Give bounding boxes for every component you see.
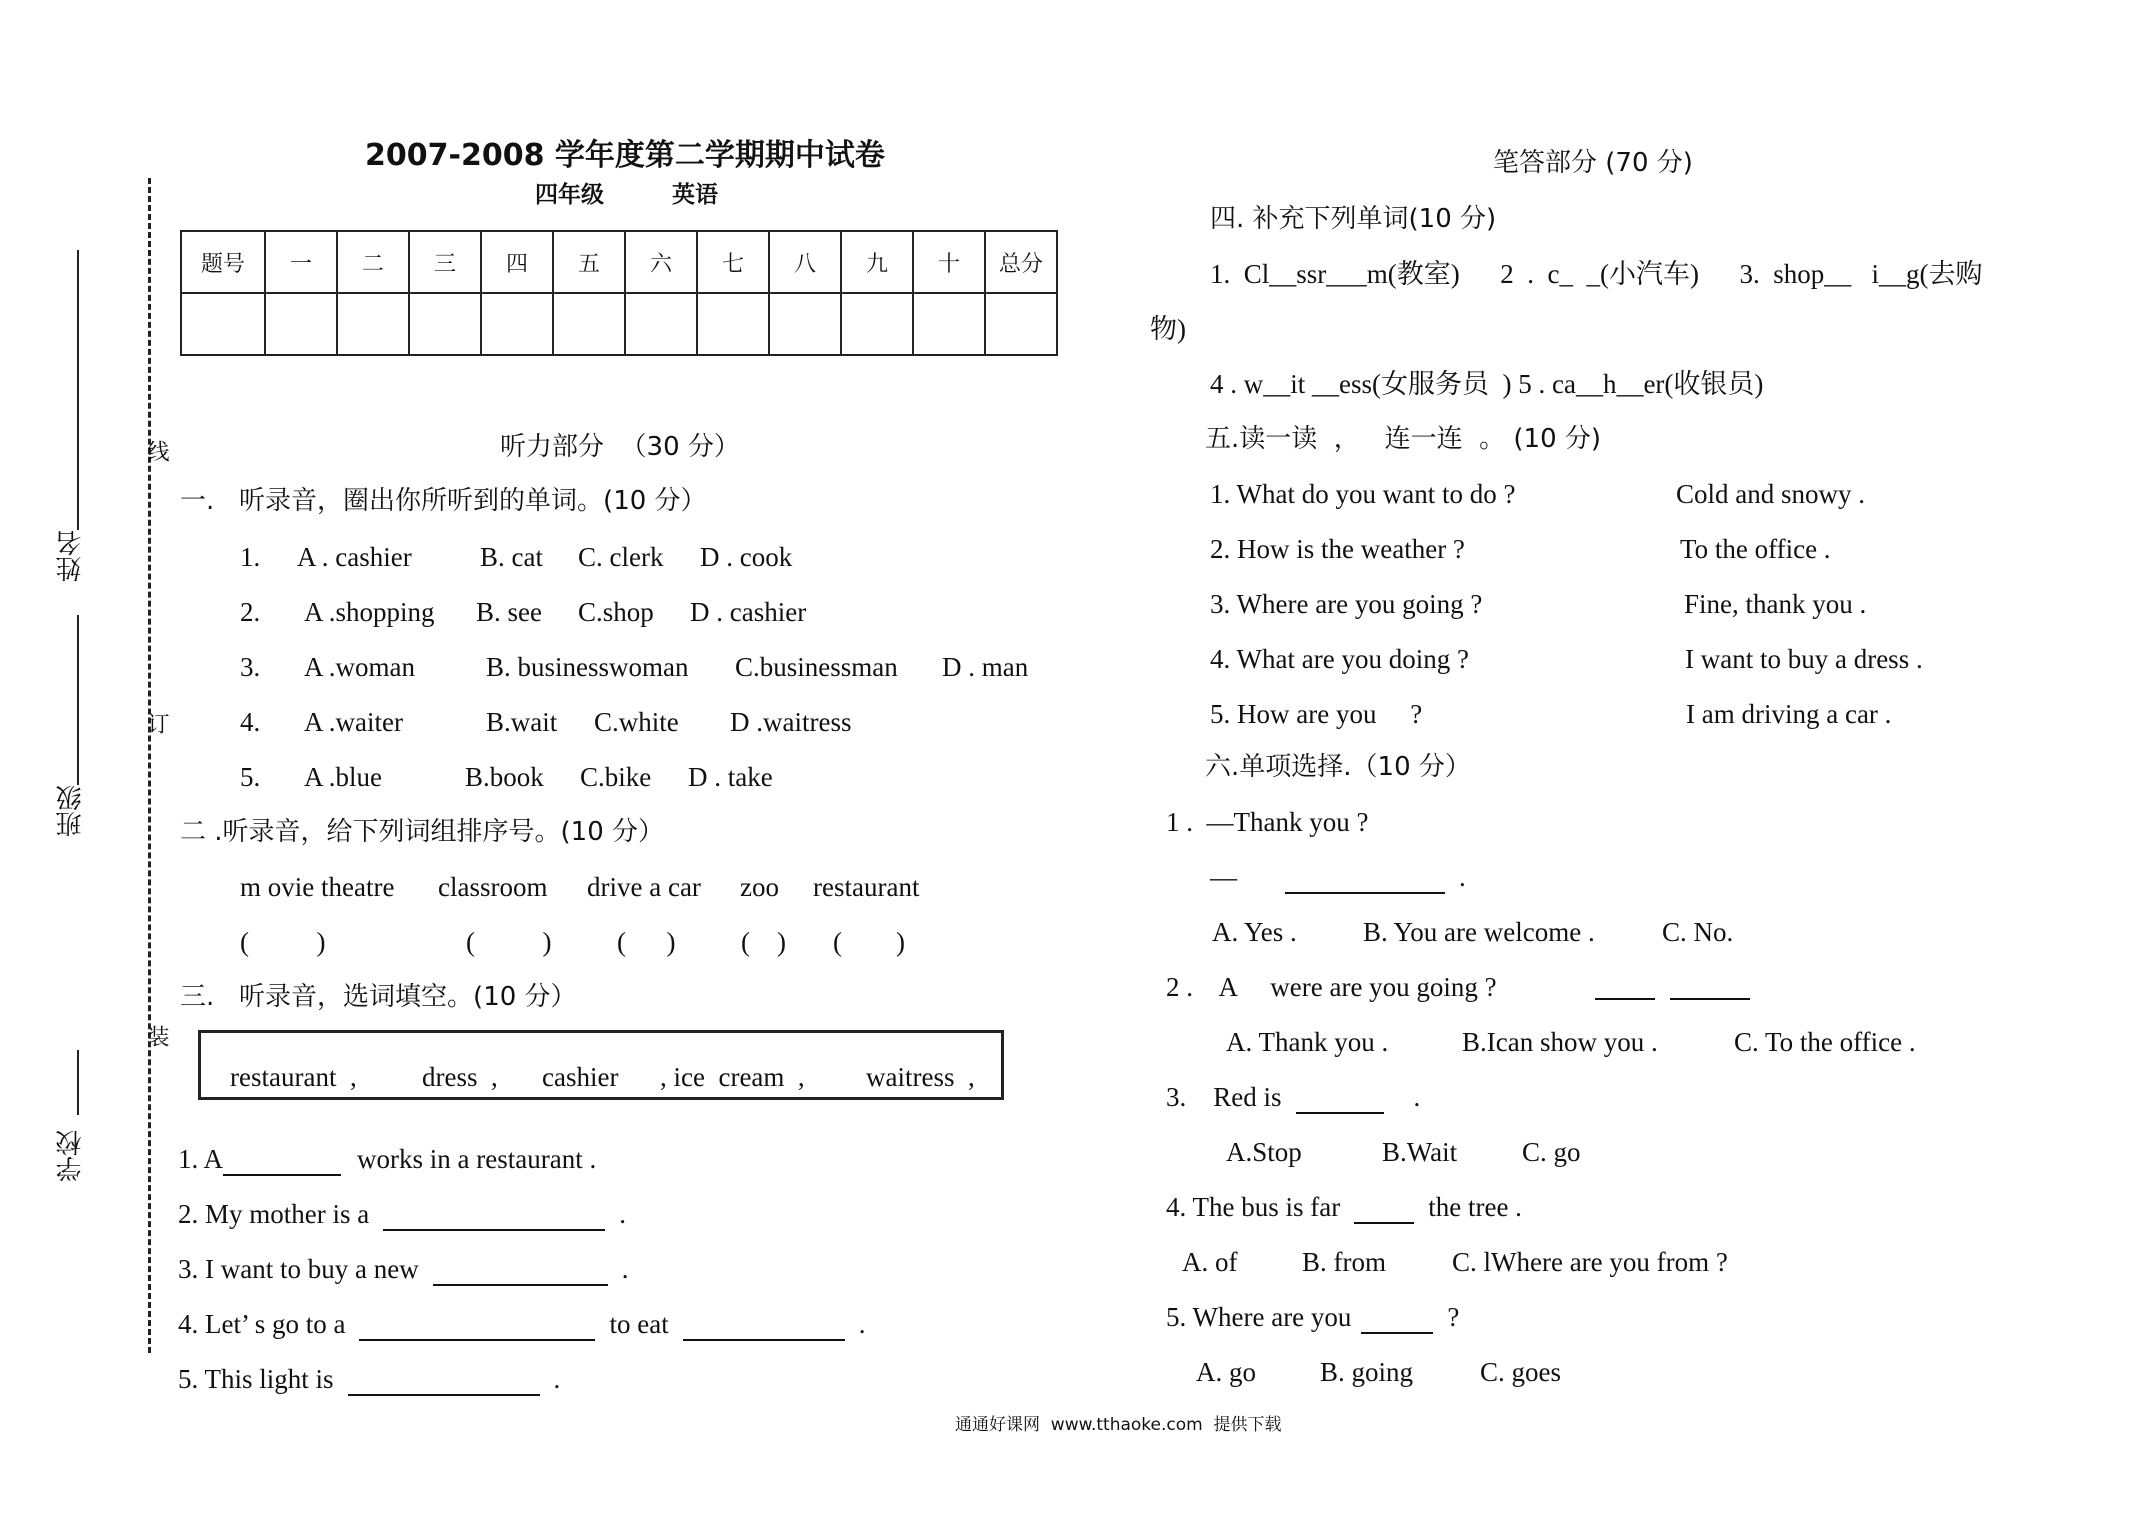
s1-q2-option-d[interactable]: D . cashier [690,597,807,627]
s3-q3-end: . [621,1254,629,1284]
s6-q1-option[interactable]: A. Yes . [1212,917,1297,947]
s3-q4 [178,1307,865,1341]
section5-title: 五.读一读 ， 连一连 。 (10 分) [1205,424,1602,454]
section4-title: 四. 补充下列单词(10 分) [1210,204,1497,234]
s1-q4-option-d[interactable]: D .waitress [730,707,852,737]
s1-q3-option-a[interactable]: A .woman [304,652,415,682]
score-header-cell: 三 [409,231,481,293]
school-label: 学校 [56,1130,86,1182]
s5-answer[interactable]: I am driving a car . [1686,699,1892,729]
s5-question[interactable]: 5. How are you ? [1210,699,1423,729]
score-table-value-row [181,293,1057,355]
s1-q3-option-c[interactable]: C.businessman [735,652,898,682]
s6-q3-text: 3. Red is [1166,1082,1282,1112]
s3-q5-blank[interactable] [348,1368,540,1396]
s2-word: classroom [438,872,548,902]
score-value-cell[interactable] [409,293,481,355]
s6-q1-blank[interactable] [1285,866,1445,894]
s6-q2-option[interactable]: A. Thank you . [1226,1027,1389,1057]
s6-q3 [1166,1080,1420,1114]
s3-q3-start: 3. I want to buy a new [178,1254,419,1284]
s1-q4-option-c[interactable]: C.white [594,707,679,737]
s1-q2-number: 2. [240,597,261,627]
s1-q2-option-b[interactable]: B. see [476,597,542,627]
s1-q2-option-c[interactable]: C.shop [578,597,654,627]
score-value-cell[interactable] [625,293,697,355]
section6-title: 六.单项选择.（10 分） [1205,752,1471,782]
s3-q2-start: 2. My mother is a [178,1199,370,1229]
s1-q2-option-a[interactable]: A .shopping [304,597,435,627]
s1-q3-number: 3. [240,652,261,682]
score-header-cell: 五 [553,231,625,293]
s6-q4-option[interactable]: B. from [1302,1247,1386,1277]
s1-q4-option-b[interactable]: B.wait [486,707,558,737]
s3-q2-blank[interactable] [383,1203,605,1231]
score-header-cell: 总分 [985,231,1057,293]
s5-answer[interactable]: To the office . [1680,534,1831,564]
s5-question[interactable]: 3. Where are you going ? [1210,589,1483,619]
binding-label-ding: 订 [144,712,169,734]
s2-word: drive a car [587,872,701,902]
s5-question[interactable]: 4. What are you doing ? [1210,644,1469,674]
name-field-line [77,250,79,530]
s4-line-1-continued: 物) [1150,314,1186,344]
score-value-cell[interactable] [481,293,553,355]
score-value-cell[interactable] [697,293,769,355]
s3-q4-blank-1[interactable] [359,1313,595,1341]
s6-q1-option[interactable]: B. You are welcome . [1363,917,1595,947]
score-header-cell: 十 [913,231,985,293]
s6-q3-end: . [1413,1082,1421,1112]
listening-title: 听力部分 （30 分） [500,432,740,462]
word-bank-item: waitress , [866,1062,975,1092]
exam-title: 2007-2008 学年度第二学期期中试卷 [365,138,885,173]
s3-q4-end: . [858,1309,866,1339]
s5-answer[interactable]: Cold and snowy . [1676,479,1865,509]
s6-q2-option[interactable]: B.Ican show you . [1462,1027,1658,1057]
s6-q4-end: the tree . [1428,1192,1522,1222]
s6-q2-option[interactable]: C. To the office . [1734,1027,1916,1057]
subject-label: 英语 [672,182,718,208]
score-header-cell: 四 [481,231,553,293]
s2-word: zoo [740,872,779,902]
score-header-cell: 九 [841,231,913,293]
grade-label: 四年级 [535,182,604,208]
s6-q4-option[interactable]: A. of [1182,1247,1238,1277]
s1-q1-number: 1. [240,542,261,572]
score-value-cell[interactable] [265,293,337,355]
score-value-cell[interactable] [769,293,841,355]
s2-word: restaurant [813,872,920,902]
word-bank-item: restaurant , [230,1062,357,1092]
score-header-cell: 六 [625,231,697,293]
name-label: 姓名 [56,530,86,582]
score-value-cell[interactable] [985,293,1057,355]
score-header-cell: 七 [697,231,769,293]
s5-question[interactable]: 1. What do you want to do ? [1210,479,1516,509]
section3-title: 三. 听录音，选词填空。(10 分） [180,982,577,1012]
s6-q5-blank[interactable] [1361,1306,1433,1334]
s3-q1-blank[interactable] [223,1148,341,1176]
s2-order-bracket[interactable]: ( ) [833,927,905,957]
s6-q1-option[interactable]: C. No. [1662,917,1734,947]
s1-q5-option-d[interactable]: D . take [688,762,773,792]
s1-q1-option-d[interactable]: D . cook [700,542,793,572]
s1-q5-option-b[interactable]: B.book [465,762,544,792]
score-header-cell: 二 [337,231,409,293]
s6-q3-option[interactable]: B.Wait [1382,1137,1458,1167]
s6-q4-start: 4. The bus is far [1166,1192,1341,1222]
s2-order-bracket[interactable]: ( ) [466,927,552,957]
s1-q1-option-c[interactable]: C. clerk [578,542,664,572]
word-bank-item: dress , [422,1062,498,1092]
s6-q5-option[interactable]: A. go [1196,1357,1256,1387]
s3-q1 [178,1142,596,1176]
s6-q5-end: ? [1447,1302,1460,1332]
class-label: 班级 [56,785,86,837]
s6-q2: 2 . A were are you going ? [1166,972,1497,1002]
s6-q4-blank[interactable] [1354,1196,1414,1224]
s3-q2-end: . [619,1199,626,1229]
written-title: 笔答部分 (70 分) [1493,148,1693,178]
s3-q4-blank-2[interactable] [683,1313,845,1341]
score-header-cell: 八 [769,231,841,293]
s6-q3-option[interactable]: A.Stop [1226,1137,1302,1167]
s6-q3-blank[interactable] [1296,1086,1384,1114]
s5-question[interactable]: 2. How is the weather ? [1210,534,1465,564]
s3-q5-end: . [553,1364,561,1394]
binding-dashed-line [148,178,151,1353]
s1-q5-option-a[interactable]: A .blue [304,762,382,792]
s1-q4-number: 4. [240,707,261,737]
word-bank-item: , ice cream , [660,1062,805,1092]
section2-title: 二 .听录音，给下列词组排序号。(10 分） [180,817,665,847]
s3-q5 [178,1362,560,1396]
s3-q1-end: works in a restaurant . [357,1144,597,1174]
s6-q1: 1 . —Thank you ? [1166,807,1369,837]
class-field-line [77,615,79,785]
s6-q5-option[interactable]: B. going [1320,1357,1414,1387]
score-table-header-row [181,231,1057,293]
s6-q1-dash: — [1210,862,1237,892]
score-header-cell: 题号 [181,231,265,293]
binding-label-line: 线 [144,440,169,462]
s3-q4-start: 4. Let’ s go to a [178,1309,346,1339]
s6-q5-start: 5. Where are you [1166,1302,1352,1332]
s6-q5-option[interactable]: C. goes [1480,1357,1561,1387]
s2-order-bracket[interactable]: ( ) [617,927,676,957]
score-header-cell: 一 [265,231,337,293]
s1-q1-option-a[interactable]: A . cashier [297,542,412,572]
section1-title: 一. 听录音，圈出你所听到的单词。(10 分） [180,486,707,516]
s1-q3-option-d[interactable]: D . man [942,652,1029,682]
s2-word: m ovie theatre [240,872,395,902]
score-table [180,230,1058,356]
word-bank-item: cashier [542,1062,619,1092]
s4-line-1[interactable]: 1. Cl__ssr___m(教室) 2 . c_ _(小汽车) 3. shop__ i__g(去购 [1210,259,1983,289]
s3-q3 [178,1252,628,1286]
score-value-cell[interactable] [913,293,985,355]
s3-q4-middle: to eat [609,1309,669,1339]
page-footer: 通通好课网 www.tthaoke.com 提供下载 [955,1415,1282,1435]
s5-answer[interactable]: I want to buy a dress . [1685,644,1923,674]
score-value-cell[interactable] [841,293,913,355]
s3-q3-blank[interactable] [433,1258,608,1286]
s2-order-bracket[interactable]: ( ) [240,927,326,957]
s1-q1-option-b[interactable]: B. cat [480,542,543,572]
school-field-line [77,1050,79,1115]
s1-q3-option-b[interactable]: B. businesswoman [486,652,689,682]
s6-q4 [1166,1190,1522,1224]
s6-q4-option[interactable]: C. lWhere are you from ? [1452,1247,1728,1277]
s6-q1-answer-line: — . [1210,862,1466,892]
s4-line-2[interactable]: 4 . w__it __ess(女服务员 ) 5 . ca__h__er(收银员) [1210,369,1764,399]
s6-q2-blank-2[interactable] [1670,972,1750,1000]
s3-q5-start: 5. This light is [178,1364,334,1394]
s6-q3-option[interactable]: C. go [1522,1137,1581,1167]
s1-q5-number: 5. [240,762,261,792]
s3-q2 [178,1197,626,1231]
s3-q1-start: 1. A [178,1144,224,1174]
score-value-cell[interactable] [553,293,625,355]
s1-q5-option-c[interactable]: C.bike [580,762,652,792]
score-value-cell[interactable] [337,293,409,355]
score-value-cell[interactable] [181,293,265,355]
s5-answer[interactable]: Fine, thank you . [1684,589,1867,619]
binding-label-zhuang: 装 [144,1025,169,1047]
s1-q4-option-a[interactable]: A .waiter [304,707,403,737]
s6-q5 [1166,1300,1459,1334]
s6-q2-blank-1[interactable] [1595,972,1655,1000]
s2-order-bracket[interactable]: ( ) [741,927,786,957]
